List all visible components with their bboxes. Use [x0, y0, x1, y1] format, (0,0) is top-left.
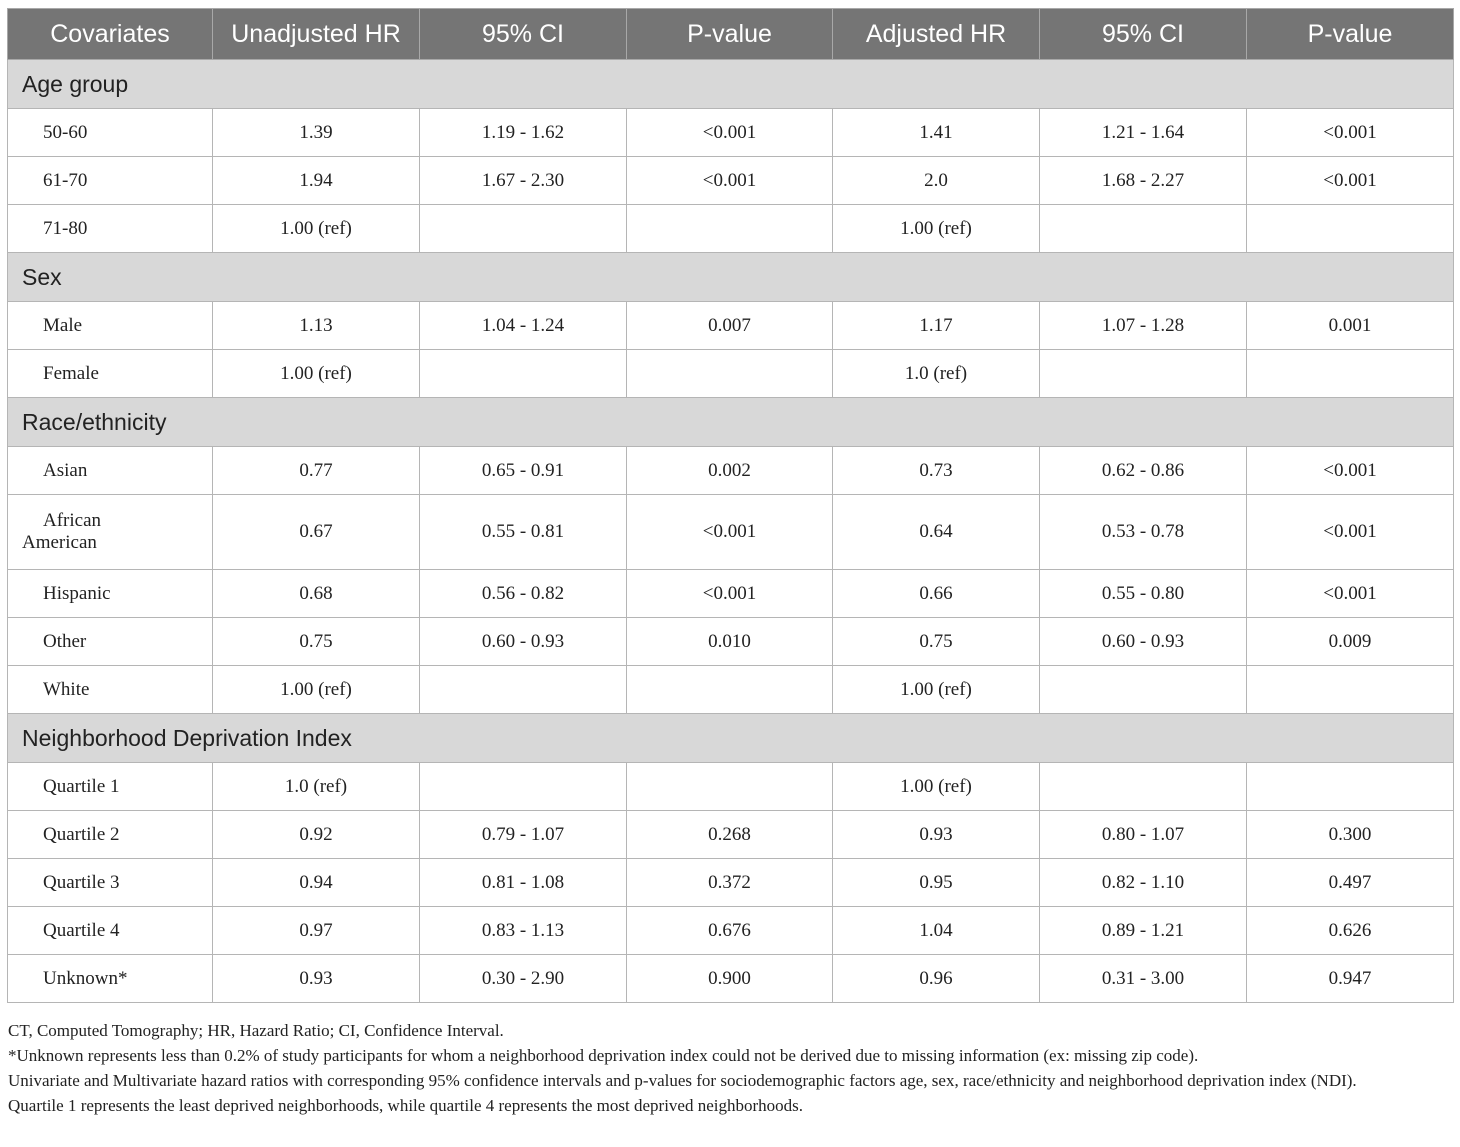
- adjusted-hr-cell: 1.17: [833, 302, 1040, 350]
- unadjusted-hr-cell: 1.00 (ref): [213, 205, 420, 253]
- adjusted-ci-cell: [1040, 205, 1247, 253]
- adjusted-ci-cell: [1040, 763, 1247, 811]
- unadjusted-p-cell: [627, 350, 833, 398]
- footnote-abbreviations: CT, Computed Tomography; HR, Hazard Ratio; CI, Confidence Interval.: [8, 1021, 504, 1040]
- table-row: [8, 109, 1454, 157]
- row-label: [8, 495, 213, 570]
- group-row-ndi: [8, 714, 1454, 763]
- adjusted-ci-cell: 1.68 - 2.27: [1040, 157, 1247, 205]
- unadjusted-p-cell: 0.676: [627, 907, 833, 955]
- table-row: [8, 811, 1454, 859]
- adjusted-hr-cell: 0.95: [833, 859, 1040, 907]
- unadjusted-hr-cell: 0.68: [213, 570, 420, 618]
- row-label: Quartile 4: [8, 907, 213, 955]
- unadjusted-hr-cell: 1.13: [213, 302, 420, 350]
- adjusted-p-cell: [1247, 350, 1454, 398]
- adjusted-p-cell: 0.947: [1247, 955, 1454, 1003]
- unadjusted-p-cell: 0.268: [627, 811, 833, 859]
- adjusted-p-cell: 0.626: [1247, 907, 1454, 955]
- row-label-line2: American: [22, 532, 97, 553]
- adjusted-p-cell: <0.001: [1247, 447, 1454, 495]
- unadjusted-p-cell: [627, 205, 833, 253]
- adjusted-ci-cell: 1.07 - 1.28: [1040, 302, 1247, 350]
- header-unadjusted-p: P-value: [627, 9, 833, 60]
- row-label: Quartile 3: [8, 859, 213, 907]
- table-row: [8, 495, 1454, 570]
- unadjusted-ci-cell: 0.30 - 2.90: [420, 955, 627, 1003]
- adjusted-ci-cell: 0.55 - 0.80: [1040, 570, 1247, 618]
- unadjusted-hr-cell: 1.00 (ref): [213, 666, 420, 714]
- header-row: [8, 9, 1454, 60]
- unadjusted-ci-cell: 0.79 - 1.07: [420, 811, 627, 859]
- unadjusted-hr-cell: 1.39: [213, 109, 420, 157]
- adjusted-ci-cell: 0.80 - 1.07: [1040, 811, 1247, 859]
- adjusted-hr-cell: 0.96: [833, 955, 1040, 1003]
- adjusted-ci-cell: 1.21 - 1.64: [1040, 109, 1247, 157]
- unadjusted-ci-cell: 0.60 - 0.93: [420, 618, 627, 666]
- unadjusted-p-cell: <0.001: [627, 570, 833, 618]
- row-label: Quartile 2: [8, 811, 213, 859]
- adjusted-p-cell: <0.001: [1247, 495, 1454, 570]
- adjusted-ci-cell: 0.82 - 1.10: [1040, 859, 1247, 907]
- adjusted-p-cell: [1247, 666, 1454, 714]
- footnote-quartiles: Quartile 1 represents the least deprived neighborhoods, while quartile 4 represents the most deprived neighborhoods.: [8, 1096, 804, 1115]
- table-row: [8, 350, 1454, 398]
- table-row: [8, 666, 1454, 714]
- group-title: Age group: [8, 60, 1454, 109]
- unadjusted-p-cell: 0.002: [627, 447, 833, 495]
- adjusted-ci-cell: 0.89 - 1.21: [1040, 907, 1247, 955]
- unadjusted-ci-cell: [420, 350, 627, 398]
- adjusted-hr-cell: 0.75: [833, 618, 1040, 666]
- unadjusted-p-cell: 0.010: [627, 618, 833, 666]
- row-label: Female: [8, 350, 213, 398]
- group-title: Race/ethnicity: [8, 398, 1454, 447]
- adjusted-p-cell: [1247, 205, 1454, 253]
- unadjusted-hr-cell: 0.77: [213, 447, 420, 495]
- header-adjusted-hr: Adjusted HR: [833, 9, 1040, 60]
- table-row: [8, 570, 1454, 618]
- unadjusted-p-cell: 0.372: [627, 859, 833, 907]
- footnote-unknown: *Unknown represents less than 0.2% of study participants for whom a neighborhood deprivation index could not be derived due to missing information (ex: missing zip code).: [8, 1046, 1199, 1065]
- row-label: Unknown*: [8, 955, 213, 1003]
- adjusted-p-cell: 0.001: [1247, 302, 1454, 350]
- unadjusted-hr-cell: 0.67: [213, 495, 420, 570]
- table-row: [8, 618, 1454, 666]
- unadjusted-ci-cell: 1.67 - 2.30: [420, 157, 627, 205]
- header-unadjusted-hr: Unadjusted HR: [213, 9, 420, 60]
- table-row: [8, 955, 1454, 1003]
- row-label: Quartile 1: [8, 763, 213, 811]
- unadjusted-ci-cell: 1.04 - 1.24: [420, 302, 627, 350]
- row-label: Other: [8, 618, 213, 666]
- unadjusted-p-cell: [627, 763, 833, 811]
- unadjusted-ci-cell: 0.55 - 0.81: [420, 495, 627, 570]
- adjusted-ci-cell: 0.53 - 0.78: [1040, 495, 1247, 570]
- adjusted-p-cell: <0.001: [1247, 157, 1454, 205]
- header-adjusted-ci: 95% CI: [1040, 9, 1247, 60]
- table-footnotes: [8, 1018, 1454, 1118]
- unadjusted-ci-cell: 0.56 - 0.82: [420, 570, 627, 618]
- header-unadjusted-ci: 95% CI: [420, 9, 627, 60]
- table-container: [7, 8, 1453, 1003]
- unadjusted-ci-cell: 0.83 - 1.13: [420, 907, 627, 955]
- adjusted-ci-cell: [1040, 666, 1247, 714]
- table-row: [8, 302, 1454, 350]
- row-label: Asian: [8, 447, 213, 495]
- table-row: [8, 859, 1454, 907]
- unadjusted-p-cell: 0.900: [627, 955, 833, 1003]
- table-row: [8, 157, 1454, 205]
- adjusted-ci-cell: 0.60 - 0.93: [1040, 618, 1247, 666]
- table-row: [8, 447, 1454, 495]
- adjusted-hr-cell: 0.64: [833, 495, 1040, 570]
- row-label: 71-80: [8, 205, 213, 253]
- header-adjusted-p: P-value: [1247, 9, 1454, 60]
- unadjusted-p-cell: <0.001: [627, 495, 833, 570]
- adjusted-hr-cell: 1.04: [833, 907, 1040, 955]
- unadjusted-hr-cell: 0.94: [213, 859, 420, 907]
- adjusted-hr-cell: 0.66: [833, 570, 1040, 618]
- table-row: [8, 763, 1454, 811]
- group-row-age: [8, 60, 1454, 109]
- row-label: Hispanic: [8, 570, 213, 618]
- unadjusted-hr-cell: 0.93: [213, 955, 420, 1003]
- group-row-sex: [8, 253, 1454, 302]
- unadjusted-hr-cell: 0.75: [213, 618, 420, 666]
- group-title: Neighborhood Deprivation Index: [8, 714, 1454, 763]
- adjusted-hr-cell: 0.93: [833, 811, 1040, 859]
- hazard-ratio-table: [7, 8, 1454, 1003]
- adjusted-hr-cell: 1.00 (ref): [833, 205, 1040, 253]
- row-label: 50-60: [8, 109, 213, 157]
- adjusted-ci-cell: 0.31 - 3.00: [1040, 955, 1247, 1003]
- unadjusted-p-cell: 0.007: [627, 302, 833, 350]
- footnote-description: Univariate and Multivariate hazard ratios with corresponding 95% confidence intervals and p-values for sociodemographic factors age, sex, race/ethnicity and neighborhood deprivation index (NDI).: [8, 1071, 1357, 1090]
- adjusted-p-cell: <0.001: [1247, 570, 1454, 618]
- group-title: Sex: [8, 253, 1454, 302]
- unadjusted-ci-cell: [420, 763, 627, 811]
- unadjusted-p-cell: <0.001: [627, 157, 833, 205]
- group-row-race: [8, 398, 1454, 447]
- unadjusted-p-cell: <0.001: [627, 109, 833, 157]
- unadjusted-ci-cell: 0.81 - 1.08: [420, 859, 627, 907]
- header-covariates: Covariates: [8, 9, 213, 60]
- unadjusted-hr-cell: 1.0 (ref): [213, 763, 420, 811]
- adjusted-p-cell: 0.497: [1247, 859, 1454, 907]
- row-label: White: [8, 666, 213, 714]
- adjusted-hr-cell: 2.0: [833, 157, 1040, 205]
- table-row: [8, 907, 1454, 955]
- unadjusted-hr-cell: 1.00 (ref): [213, 350, 420, 398]
- unadjusted-hr-cell: 0.92: [213, 811, 420, 859]
- adjusted-ci-cell: [1040, 350, 1247, 398]
- row-label: Male: [8, 302, 213, 350]
- unadjusted-ci-cell: 1.19 - 1.62: [420, 109, 627, 157]
- adjusted-p-cell: <0.001: [1247, 109, 1454, 157]
- adjusted-ci-cell: 0.62 - 0.86: [1040, 447, 1247, 495]
- unadjusted-hr-cell: 0.97: [213, 907, 420, 955]
- row-label-line1: African: [43, 510, 102, 531]
- adjusted-hr-cell: 1.00 (ref): [833, 763, 1040, 811]
- adjusted-p-cell: 0.009: [1247, 618, 1454, 666]
- unadjusted-ci-cell: 0.65 - 0.91: [420, 447, 627, 495]
- unadjusted-hr-cell: 1.94: [213, 157, 420, 205]
- adjusted-hr-cell: 1.41: [833, 109, 1040, 157]
- adjusted-p-cell: [1247, 763, 1454, 811]
- adjusted-hr-cell: 1.0 (ref): [833, 350, 1040, 398]
- table-row: [8, 205, 1454, 253]
- row-label: 61-70: [8, 157, 213, 205]
- adjusted-hr-cell: 0.73: [833, 447, 1040, 495]
- unadjusted-ci-cell: [420, 666, 627, 714]
- adjusted-hr-cell: 1.00 (ref): [833, 666, 1040, 714]
- unadjusted-ci-cell: [420, 205, 627, 253]
- adjusted-p-cell: 0.300: [1247, 811, 1454, 859]
- unadjusted-p-cell: [627, 666, 833, 714]
